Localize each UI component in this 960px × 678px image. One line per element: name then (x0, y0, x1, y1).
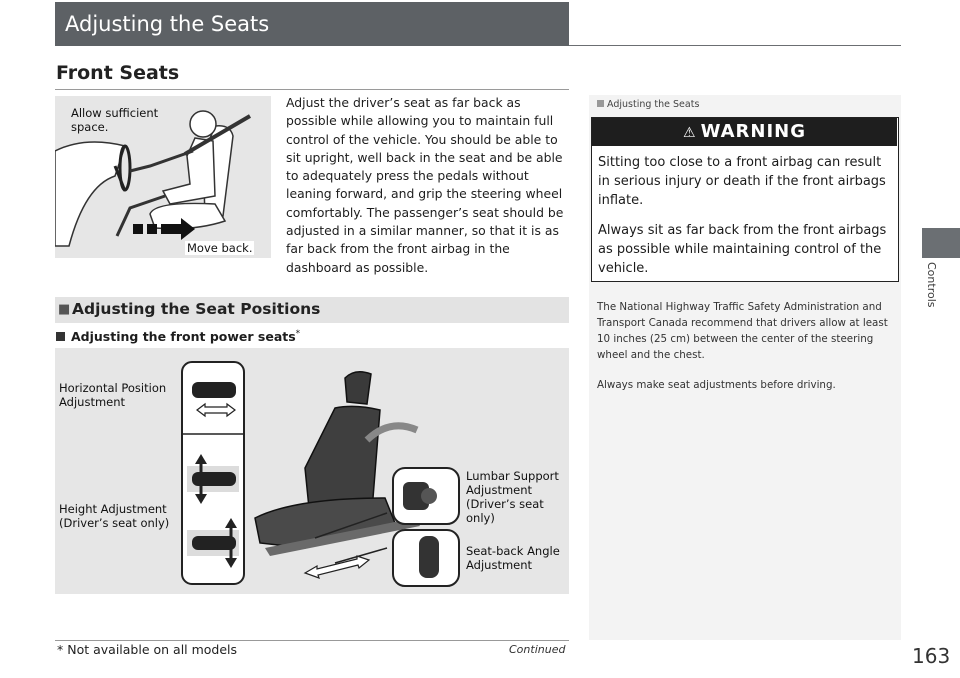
warning-header (592, 118, 897, 146)
section-title: Front Seats (56, 62, 180, 84)
title-banner (55, 2, 569, 46)
subsection-heading-bar (55, 297, 569, 323)
seat-headrest (345, 372, 371, 404)
side-tab-label: Controls (925, 262, 938, 308)
dashboard-shape (55, 142, 125, 246)
sidebar-note-2: Always make seat adjustments before driving. (597, 379, 836, 391)
page-title: Adjusting the Seats (65, 12, 270, 36)
warning-text-1: Sitting too close to a front airbag can result in serious injury or death if the front airbags inflate. (598, 155, 886, 208)
subsection-marker: ■ (58, 302, 71, 317)
seating-position-illustration (55, 96, 271, 258)
subsection-title: Adjusting the Seat Positions (72, 300, 321, 318)
continued-label: Continued (509, 643, 566, 656)
footnote-mark: * (295, 329, 301, 339)
warning-title: WARNING (700, 121, 806, 142)
label-height-adjustment: Height Adjustment (Driver’s seat only) (59, 502, 170, 530)
steering-wheel (120, 146, 130, 190)
seatback-switch (419, 536, 439, 578)
power-seats-heading-text: Adjusting the front power seats (71, 329, 296, 345)
warning-box (591, 117, 899, 282)
sidebar-note-1: The National Highway Traffic Safety Administration and Transport Canada recommend that drivers allow at least 10 inches (25 cm) between the center of the steering wheel and the chest. (597, 301, 888, 361)
label-seatback-adjustment: Seat-back Angle Adjustment (466, 544, 560, 572)
height-switch-front (192, 472, 236, 486)
intro-paragraph: Adjust the driver’s seat as far back as possible while allowing you to maintain full control of the vehicle. You should be able to sit upright, well back in the seat and be able to adequately press the pedals without leaning forward, and grip the steering wheel comfortably. The passenger’s seat should be adjusted in a similar manner, so that it is as far back from the front airbag in the dashboard as possible. (286, 95, 564, 275)
footer-note: * Not available on all models (57, 642, 238, 657)
power-seats-heading (56, 329, 300, 344)
label-move-back: Move back. (187, 241, 253, 255)
label-allow-space: Allow sufficient space. (71, 106, 171, 134)
height-switch-rear (192, 536, 236, 550)
driver-arm (130, 151, 193, 171)
sidebar-notes (589, 95, 901, 640)
horizontal-switch (192, 382, 236, 398)
section-rule (55, 89, 569, 90)
label-horizontal-adjustment: Horizontal Position Adjustment (59, 381, 167, 409)
footer-rule (55, 640, 569, 641)
reference-tag-icon (597, 100, 604, 107)
label-lumbar-adjustment: Lumbar Support Adjustment (Driver’s seat only) (466, 469, 559, 525)
sidebar-reference-text: Adjusting the Seats (607, 99, 700, 110)
square-bullet-icon (56, 332, 65, 341)
sidebar-reference (597, 99, 699, 110)
side-tab (922, 228, 960, 258)
driver-body (163, 138, 215, 204)
title-rule (569, 45, 901, 46)
warning-text-2: Always sit as far back from the front airbags as possible while maintaining control of the vehicle. (598, 223, 887, 276)
warning-triangle-icon: ⚠ (683, 125, 697, 141)
page-number: 163 (912, 644, 951, 668)
power-seat-diagram (55, 348, 569, 594)
slide-arrow-icon (305, 556, 369, 578)
driver-head (190, 111, 216, 137)
side-tab-label-box (918, 262, 944, 322)
